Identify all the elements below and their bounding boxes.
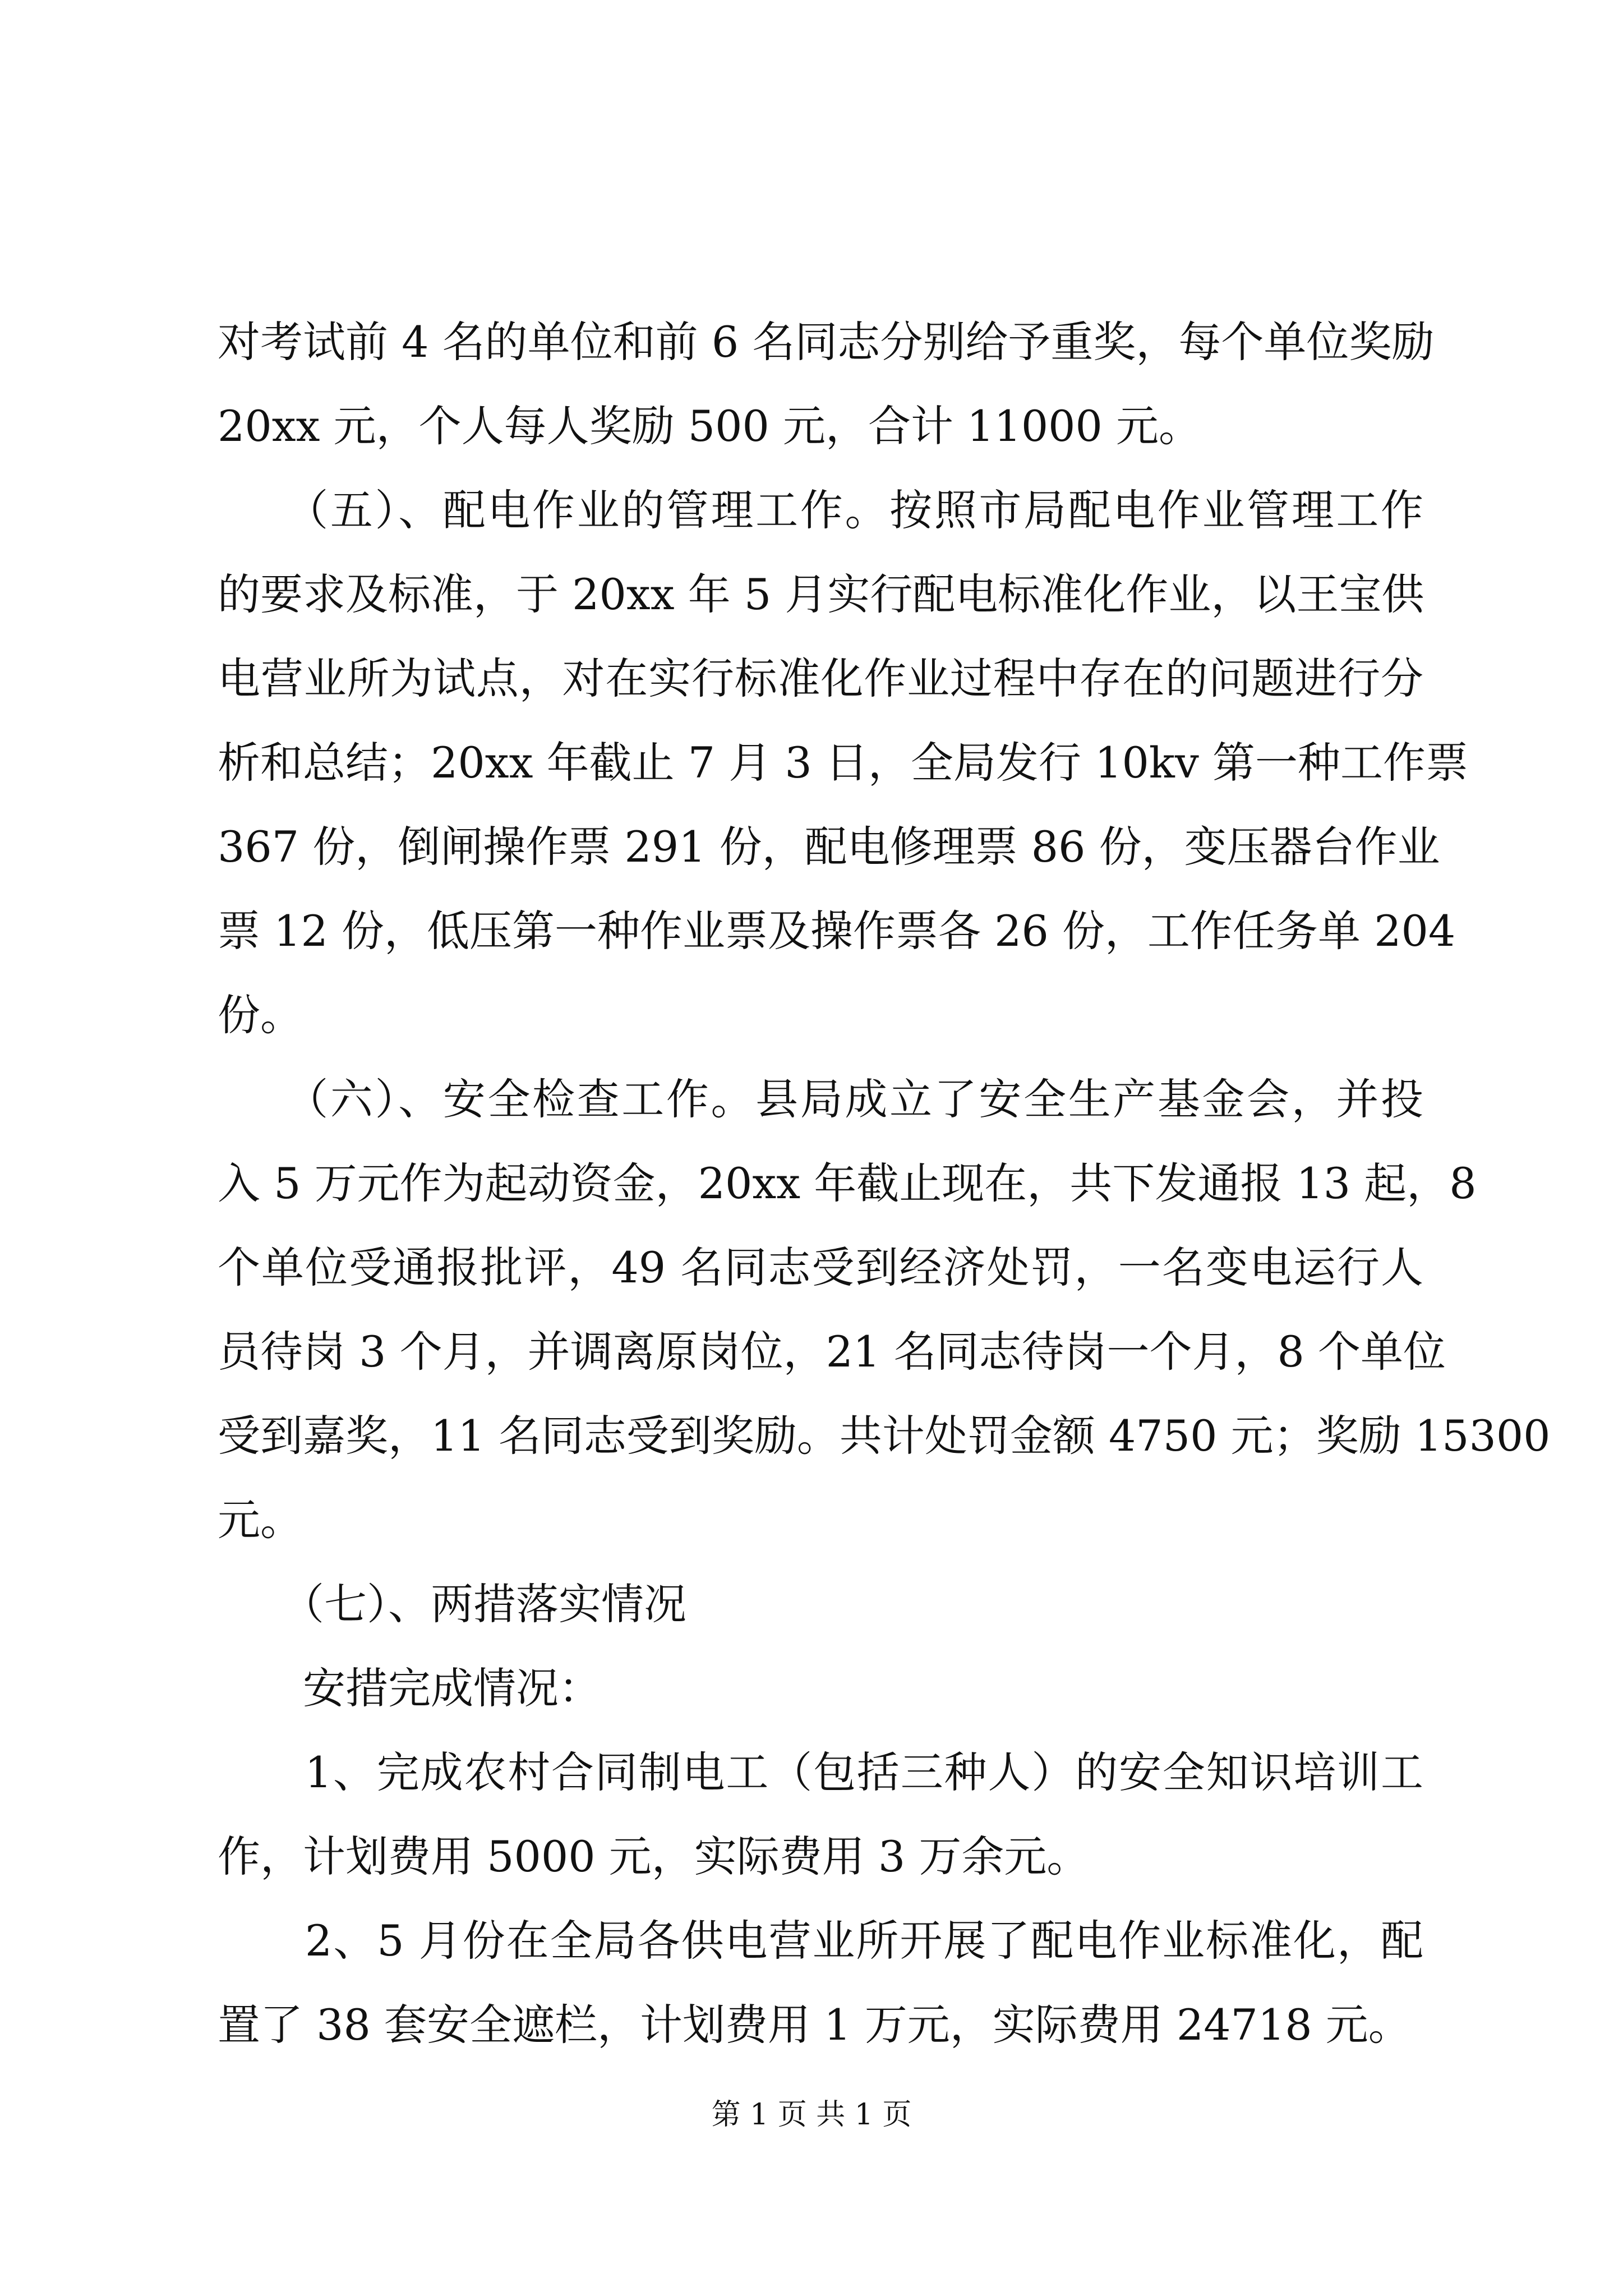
text-line: 安措完成情况：	[218, 1663, 601, 1713]
text-line: 置了 38 套安全遮栏，计划费用 1 万元，实际费用 24718 元。	[218, 2000, 1411, 2050]
text-line: 对考试前 4 名的单位和前 6 名同志分别给予重奖，每个单位奖励	[218, 317, 1435, 367]
text-line: 367 份，倒闸操作票 291 份，配电修理票 86 份，变压器台作业	[218, 822, 1440, 872]
text-line: 个单位受通报批评，49 名同志受到经济处罚，一名变电运行人	[218, 1243, 1423, 1292]
text-line: 的要求及标准，于 20xx 年 5 月实行配电标准化作业，以王宝供	[218, 569, 1424, 619]
text-line: 电营业所为试点，对在实行标准化作业过程中存在的问题进行分	[218, 654, 1423, 703]
text-line: （七）、两措落实情况	[218, 1579, 686, 1629]
text-line: 份。	[218, 990, 303, 1040]
text-line: 作，计划费用 5000 元，实际费用 3 万余元。	[218, 1832, 1090, 1881]
text-line: （五）、配电作业的管理工作。按照市局配电作业管理工作	[218, 485, 1423, 535]
text-line: 1、完成农村合同制电工（包括三种人）的安全知识培训工	[218, 1747, 1423, 1797]
text-line: 2、5 月份在全局各供电营业所开展了配电作业标准化，配	[218, 1916, 1423, 1966]
text-line: 票 12 份，低压第一种作业票及操作票各 26 份，工作任务单 204	[218, 906, 1456, 956]
text-line: 入 5 万元作为起动资金，20xx 年截止现在，共下发通报 13 起，8	[218, 1158, 1477, 1208]
page-footer	[0, 2095, 1623, 2134]
text-line: （六）、安全检查工作。县局成立了安全生产基金会，并投	[218, 1074, 1423, 1124]
page-number-label: 第 1 页 共 1 页	[711, 2098, 912, 2132]
text-line: 元。	[218, 1495, 303, 1545]
text-line: 员待岗 3 个月，并调离原岗位，21 名同志待岗一个月，8 个单位	[218, 1327, 1446, 1377]
text-line: 析和总结；20xx 年截止 7 月 3 日，全局发行 10kv 第一种工作票	[218, 738, 1468, 788]
document-body	[218, 300, 1551, 2067]
text-line: 受到嘉奖，11 名同志受到奖励。共计处罚金额 4750 元；奖励 15300	[218, 1411, 1551, 1461]
text-line: 20xx 元，个人每人奖励 500 元，合计 11000 元。	[218, 401, 1202, 451]
